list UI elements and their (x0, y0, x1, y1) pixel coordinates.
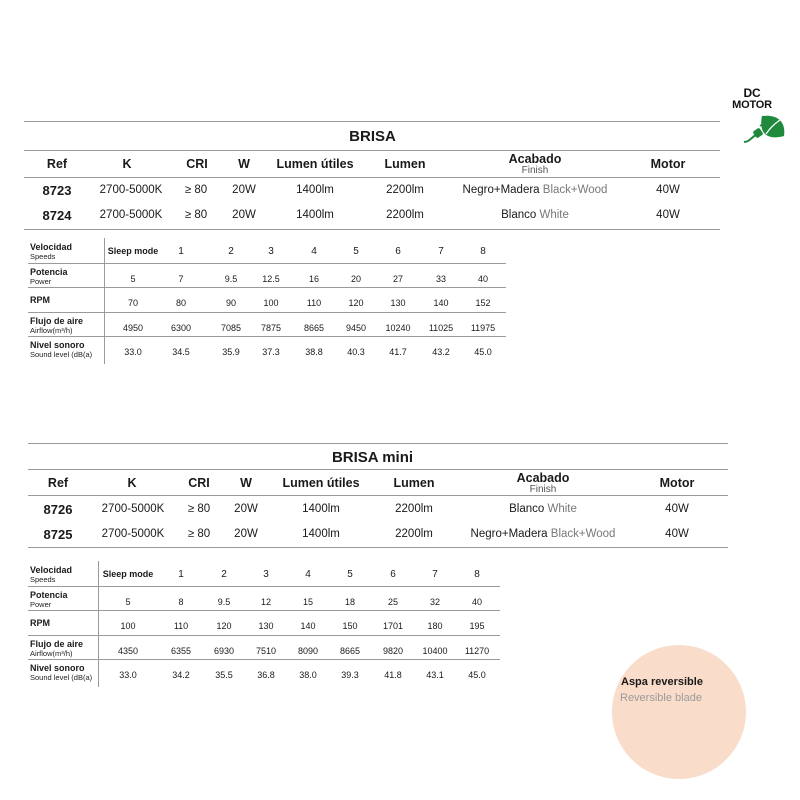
speed-value-cell: 9.5 (217, 596, 231, 607)
speed-value-cell: 18 (344, 596, 356, 607)
speed-value-cell: 38.8 (305, 347, 323, 357)
speed-value-cell: 40 (477, 273, 489, 284)
speed-row-label (30, 639, 83, 659)
product-cri: ≥ 80 (187, 503, 211, 515)
speed-header-cell: 4 (305, 569, 311, 580)
speed-value-cell: 10400 (422, 645, 448, 656)
speed-table-divider (104, 238, 105, 364)
speed-row-label (30, 340, 92, 360)
header-top-rule (28, 469, 728, 470)
speed-row-label-en: Sound level (dB(a) (30, 350, 93, 359)
section-title: BRISA mini (331, 449, 414, 466)
speed-row-label (30, 242, 72, 262)
speed-header-cell: 3 (268, 246, 274, 257)
product-ref: 8723 (42, 183, 72, 198)
speed-value-cell: 100 (120, 621, 136, 631)
speed-row-rule (28, 336, 506, 337)
speed-header-cell: 4 (311, 246, 317, 257)
speed-value-cell: 70 (127, 298, 139, 308)
finish-en: White (547, 503, 577, 515)
speed-value-cell: 140 (300, 621, 316, 631)
finish-en: Black+Wood (550, 528, 616, 540)
speed-value-cell: 35.9 (222, 347, 240, 357)
reversible-blade-en: Reversible blade (620, 692, 702, 704)
product-motor: 40W (656, 184, 680, 196)
speed-value-cell: 120 (348, 298, 364, 308)
speed-value-cell: 8665 (303, 322, 325, 333)
col-ref-header: Ref (47, 476, 69, 490)
reversible-blade-circle (612, 645, 746, 779)
speed-row-label-es: RPM (30, 618, 50, 628)
col-lumen-utiles-header: Lumen útiles (276, 157, 354, 171)
acabado-label: Acabado (516, 471, 570, 485)
product-cri: ≥ 80 (184, 184, 208, 196)
product-lumen: 2200lm (395, 528, 433, 540)
speed-row-label-es: Flujo de aire (30, 315, 84, 326)
speed-row-label-es: Potencia (30, 589, 68, 600)
col-acabado-header (517, 471, 570, 495)
speed-value-cell: 1701 (382, 621, 404, 631)
product-finish (509, 503, 577, 515)
reversible-blade-es: Aspa reversible (621, 676, 703, 688)
speed-header-cell: 1 (178, 246, 184, 257)
speed-value-cell: 37.3 (262, 347, 280, 357)
speed-row-label-en: Airflow(m³/h) (30, 325, 73, 335)
col-lumen-utiles-header: Lumen útiles (282, 476, 360, 490)
speed-value-cell: 36.8 (257, 670, 275, 680)
product-k: 2700-5000K (99, 209, 163, 221)
section-top-rule (28, 443, 728, 444)
speed-value-cell: 33.0 (119, 670, 137, 680)
speed-value-cell: 33 (435, 273, 447, 284)
speed-value-cell: 45.0 (474, 347, 492, 357)
product-motor: 40W (656, 209, 680, 221)
speed-value-cell: 7085 (220, 322, 242, 333)
speed-value-cell: 4350 (117, 645, 139, 656)
speed-row-label-es: Potencia (30, 266, 68, 277)
product-lumen: 2200lm (386, 209, 424, 221)
speed-value-cell: 16 (308, 273, 320, 284)
col-w-header: W (240, 476, 252, 490)
product-finish (463, 184, 608, 196)
speed-value-cell: 110 (306, 298, 322, 308)
speed-row-label (30, 663, 92, 683)
speed-row-label-en: Sound level (dB(a) (30, 673, 93, 682)
speed-row-rule (28, 610, 500, 611)
product-lumen-utiles: 1400lm (302, 503, 340, 515)
product-motor: 40W (665, 503, 689, 515)
speed-value-cell: 130 (258, 621, 274, 631)
finish-es: Blanco (501, 209, 537, 221)
finish-label: Finish (529, 484, 557, 495)
speed-header-cell: 2 (221, 569, 227, 580)
speed-row-label-en: Speeds (30, 575, 56, 584)
speed-row-label (30, 295, 50, 305)
header-top-rule (24, 150, 720, 151)
product-finish (501, 209, 569, 221)
speed-value-cell: 27 (392, 273, 404, 284)
speed-value-cell: 38.0 (299, 670, 317, 680)
speed-row-label-es: Velocidad (30, 565, 73, 575)
speed-value-cell: 45.0 (468, 670, 486, 680)
col-lumen-header: Lumen (393, 476, 435, 490)
speed-value-cell: 110 (173, 621, 189, 631)
finish-en: Black+Wood (542, 184, 608, 196)
speed-row-label-es: Nivel sonoro (30, 663, 85, 673)
header-bottom-rule (28, 495, 728, 496)
section-title: BRISA (349, 128, 396, 145)
finish-label: Finish (521, 165, 549, 176)
product-lumen: 2200lm (386, 184, 424, 196)
plug-leaf-icon (740, 114, 786, 146)
product-ref: 8724 (42, 208, 72, 223)
speed-value-cell: 43.2 (432, 347, 450, 357)
speed-value-cell: 80 (175, 298, 187, 308)
speed-value-cell: 140 (433, 298, 449, 308)
col-k-header: K (122, 157, 132, 171)
finish-es: Negro+Madera (462, 184, 540, 196)
product-w: 20W (232, 209, 256, 221)
speed-value-cell: 40 (471, 596, 483, 607)
speed-value-cell: 4950 (122, 322, 144, 333)
product-lumen: 2200lm (395, 503, 433, 515)
product-w: 20W (234, 503, 258, 515)
header-bottom-rule (24, 177, 720, 178)
speed-row-label (30, 618, 50, 628)
speed-value-cell: 33.0 (124, 347, 142, 357)
speed-value-cell: 11975 (470, 322, 496, 333)
finish-en: White (539, 209, 569, 221)
product-lumen-utiles: 1400lm (302, 528, 340, 540)
product-k: 2700-5000K (99, 184, 163, 196)
speed-row-rule (28, 635, 500, 636)
product-k: 2700-5000K (101, 503, 165, 515)
speed-value-cell: 9450 (345, 322, 367, 333)
speed-value-cell: 40.3 (347, 347, 365, 357)
speed-value-cell: 41.7 (389, 347, 407, 357)
product-w: 20W (234, 528, 258, 540)
speed-row-label-en: Power (30, 276, 52, 286)
product-motor: 40W (665, 528, 689, 540)
speed-value-cell: 9820 (382, 645, 404, 656)
product-ref: 8726 (43, 502, 73, 517)
speed-row-label-es: Flujo de aire (30, 638, 84, 649)
speed-row-label-en: Airflow(m³/h) (30, 648, 73, 658)
badge-motor-text: MOTOR (732, 99, 772, 111)
speed-value-cell: 15 (302, 596, 314, 607)
speed-value-cell: 20 (350, 273, 362, 284)
product-k: 2700-5000K (101, 528, 165, 540)
speed-header-cell: Sleep mode (107, 246, 159, 256)
speed-header-cell: 5 (347, 569, 353, 580)
products-bottom-rule (24, 229, 720, 230)
product-lumen-utiles: 1400lm (296, 209, 334, 221)
speed-value-cell: 7510 (255, 645, 277, 656)
speed-header-cell: 3 (263, 569, 269, 580)
badge-dc-text: DC (743, 86, 761, 100)
speed-value-cell: 12 (260, 596, 272, 607)
speed-header-cell: 6 (390, 569, 396, 580)
col-cri-header: CRI (188, 476, 210, 490)
speed-value-cell: 6300 (170, 322, 192, 333)
speed-value-cell: 35.5 (215, 670, 233, 680)
speed-header-cell: 7 (432, 569, 438, 580)
speed-value-cell: 7 (178, 273, 184, 284)
speed-value-cell: 150 (342, 621, 358, 631)
speed-header-cell: 8 (480, 246, 486, 257)
speed-value-cell: 180 (427, 621, 443, 631)
speed-value-cell: 9.5 (224, 273, 238, 284)
speed-row-rule (28, 659, 500, 660)
speed-value-cell: 7875 (260, 322, 282, 333)
speed-value-cell: 6355 (170, 645, 192, 656)
speed-row-label-en: Speeds (30, 252, 56, 261)
product-cri: ≥ 80 (187, 528, 211, 540)
speed-header-cell: 7 (438, 246, 444, 257)
speed-value-cell: 120 (216, 621, 232, 631)
speed-row-label (30, 590, 68, 610)
col-ref-header: Ref (46, 157, 68, 171)
products-bottom-rule (28, 547, 728, 548)
speed-value-cell: 10240 (385, 322, 411, 333)
col-lumen-header: Lumen (384, 157, 426, 171)
speed-value-cell: 34.2 (172, 670, 190, 680)
speed-value-cell: 11270 (464, 645, 490, 656)
speed-value-cell: 5 (125, 596, 131, 607)
speed-value-cell: 8090 (297, 645, 319, 656)
speed-value-cell: 32 (429, 596, 441, 607)
product-cri: ≥ 80 (184, 209, 208, 221)
speed-value-cell: 100 (263, 298, 279, 308)
acabado-label: Acabado (508, 152, 562, 166)
col-w-header: W (238, 157, 250, 171)
speed-row-label (30, 565, 72, 585)
speed-row-rule (28, 586, 500, 587)
speed-value-cell: 11025 (428, 322, 454, 333)
speed-header-cell: 2 (228, 246, 234, 257)
speed-value-cell: 5 (130, 273, 136, 284)
col-motor-header: Motor (650, 157, 686, 171)
speed-row-rule (28, 287, 506, 288)
speed-header-cell: 1 (178, 569, 184, 580)
speed-header-cell: 6 (395, 246, 401, 257)
speed-row-label-es: Velocidad (30, 242, 73, 252)
speed-table-divider (98, 561, 99, 687)
speed-row-label (30, 267, 68, 287)
speed-value-cell: 8665 (339, 645, 361, 656)
section-top-rule (24, 121, 720, 122)
speed-header-cell: 8 (474, 569, 480, 580)
product-ref: 8725 (43, 527, 73, 542)
product-finish (471, 528, 616, 540)
col-cri-header: CRI (186, 157, 208, 171)
speed-value-cell: 90 (225, 298, 237, 308)
col-acabado-header (509, 152, 562, 176)
col-motor-header: Motor (659, 476, 695, 490)
speed-header-cell: 5 (353, 246, 359, 257)
speed-row-label (30, 316, 83, 336)
finish-es: Blanco (509, 503, 545, 515)
speed-value-cell: 34.5 (172, 347, 190, 357)
speed-row-rule (28, 312, 506, 313)
speed-value-cell: 195 (469, 621, 485, 631)
speed-row-rule (28, 263, 506, 264)
speed-row-label-en: Power (30, 599, 52, 609)
product-w: 20W (232, 184, 256, 196)
product-lumen-utiles: 1400lm (296, 184, 334, 196)
speed-value-cell: 41.8 (384, 670, 402, 680)
speed-row-label-es: RPM (30, 295, 50, 305)
finish-es: Negro+Madera (470, 528, 548, 540)
speed-value-cell: 39.3 (341, 670, 359, 680)
speed-value-cell: 6930 (213, 645, 235, 656)
speed-header-cell: Sleep mode (102, 569, 154, 579)
speed-value-cell: 130 (390, 298, 406, 308)
speed-row-label-es: Nivel sonoro (30, 340, 85, 350)
dc-motor-badge (728, 86, 788, 146)
speed-value-cell: 8 (178, 596, 184, 607)
speed-value-cell: 12.5 (262, 273, 280, 284)
col-k-header: K (127, 476, 137, 490)
speed-value-cell: 43.1 (426, 670, 444, 680)
speed-value-cell: 152 (475, 298, 491, 308)
speed-value-cell: 25 (387, 596, 399, 607)
